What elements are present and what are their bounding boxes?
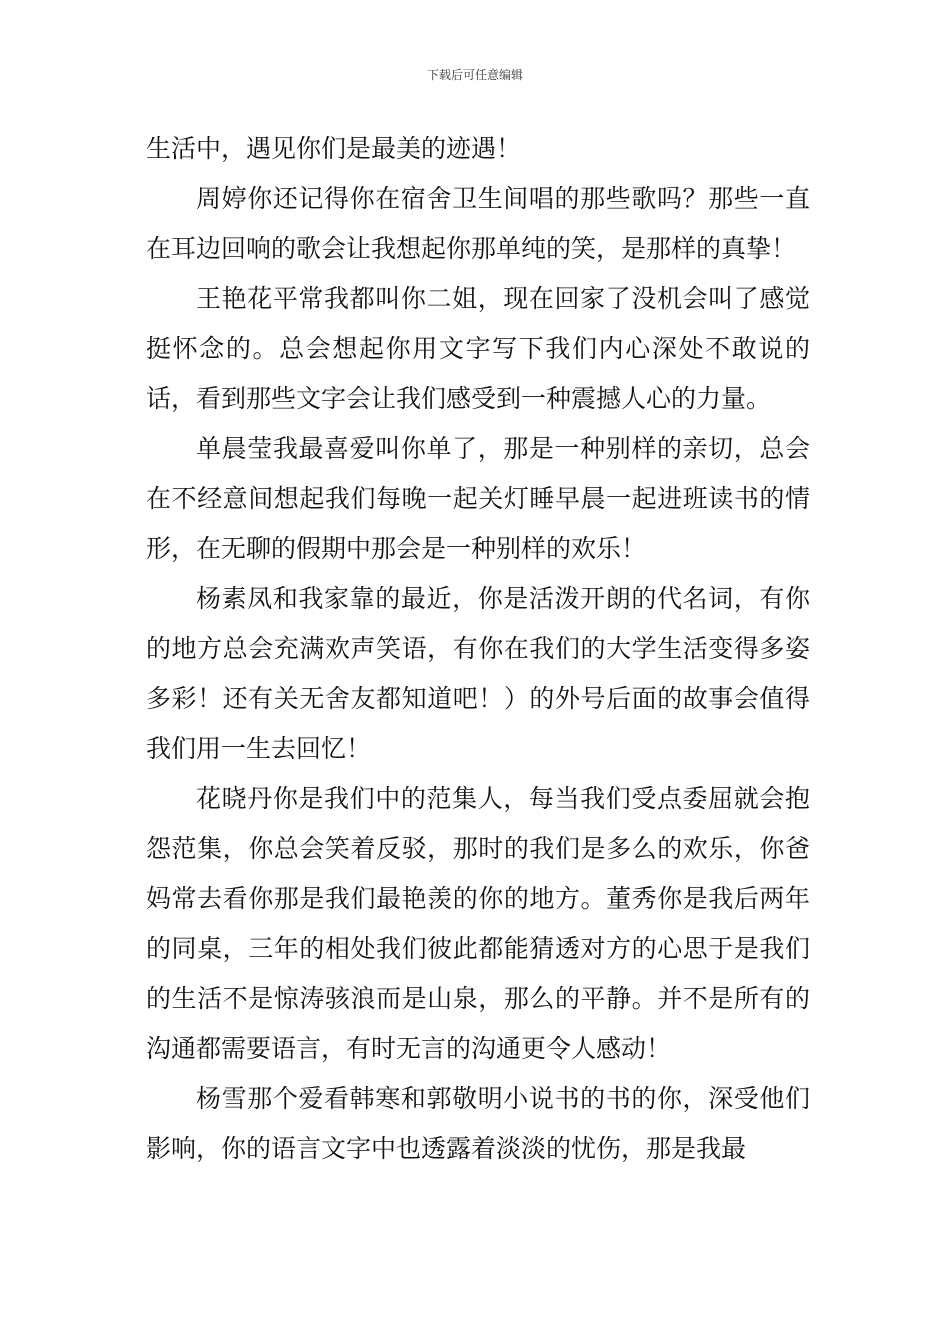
header-note: 下载后可任意编辑 xyxy=(426,68,523,82)
paragraph-6: 花晓丹你是我们中的范集人，每当我们受点委屈就会抱怨范集，你总会笑着反驳，那时的我们是多么的欢乐，你爸妈常去看你那是我们最艳羡的你的地方。董秀你是我后两年的同桌，三年的相处我们彼此都能猜透对方的心思于是我们的生活不是惊涛骇浪而是山泉，那么的平静。并不是所有的沟通都需要语言，有时无言的沟通更令人感动！ xyxy=(146,784,810,1063)
paragraph-7: 杨雪那个爱看韩寒和郭敬明小说书的书的你，深受他们影响，你的语言文字中也透露着淡淡的忧伤，那是我最 xyxy=(146,1084,810,1163)
paragraph-1: 生活中，遇见你们是最美的迹遇！ xyxy=(146,134,522,163)
paragraph-5: 杨素凤和我家靠的最近，你是活泼开朗的代名词，有你的地方总会充满欢声笑语，有你在我们的大学生活变得多姿多彩！还有关无舍友都知道吧！）的外号后面的故事会值得我们用一生去回忆！ xyxy=(146,584,810,763)
paragraph-2: 周婷你还记得你在宿舍卫生间唱的那些歌吗？那些一直在耳边回响的歌会让我想起你那单纯的笑，是那样的真挚！ xyxy=(146,184,810,263)
paragraph-3: 王艳花平常我都叫你二姐，现在回家了没机会叫了感觉挺怀念的。总会想起你用文字写下我们内心深处不敢说的话，看到那些文字会让我们感受到一种震撼人心的力量。 xyxy=(146,284,810,413)
body-text xyxy=(146,124,810,1174)
paragraph-4: 单晨莹我最喜爱叫你单了，那是一种别样的亲切，总会在不经意间想起我们每晚一起关灯睡早晨一起进班读书的情形，在无聊的假期中那会是一种别样的欢乐！ xyxy=(146,434,810,563)
